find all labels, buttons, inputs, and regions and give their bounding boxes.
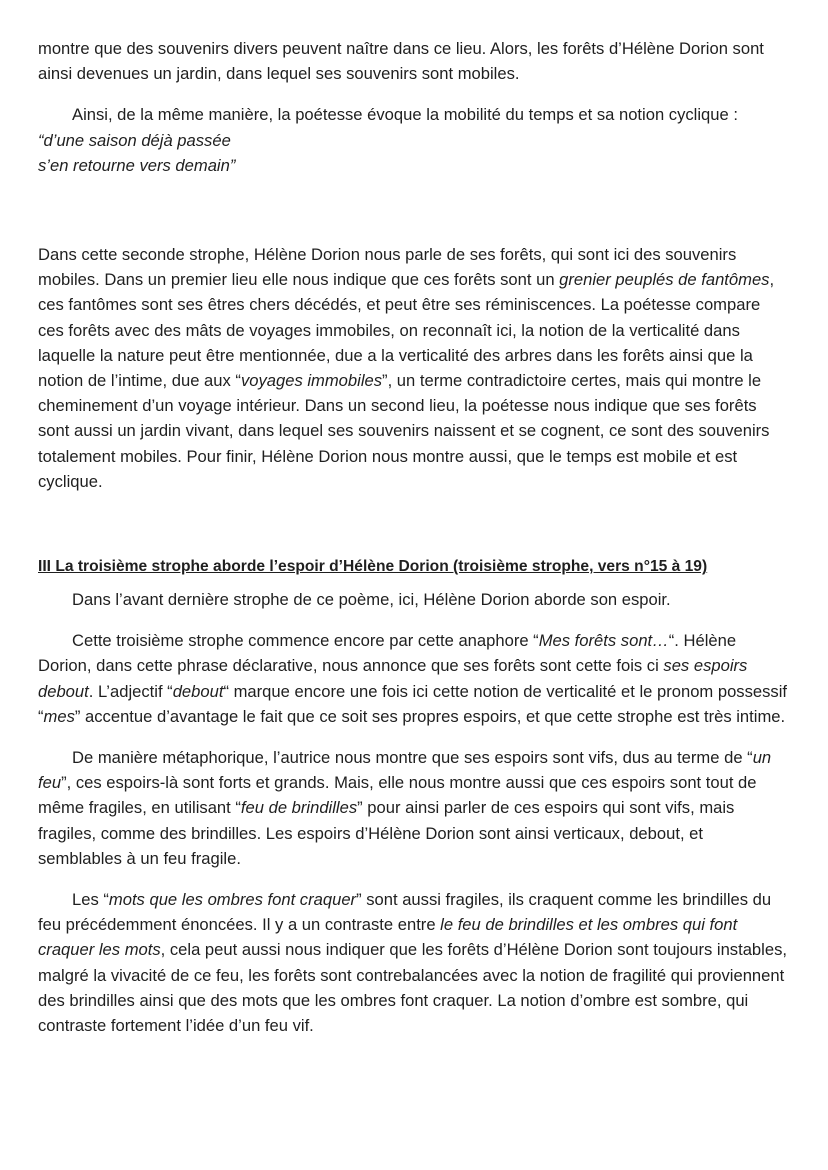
paragraph-7-text: , cela peut aussi nous indiquer que les forêts d’Hélène Dorion sont toujours instables, malgré la vivacité de ce feu, les forêts sont contrebalancées avec la notion de fragilité qui proviennent des brindilles ainsi que des mots que les ombres font craquer. La notion d’ombre est sombre, qui contraste fortement l’idée d’un feu vif. (38, 940, 787, 1036)
paragraph-4: Dans l’avant dernière strophe de ce poème, ici, Hélène Dorion aborde son espoir. (72, 590, 671, 610)
paragraph-7 (38, 887, 788, 1038)
paragraph-5-emphasis: ses espoirs debout (38, 656, 748, 701)
paragraph-6-text: ”, ces espoirs-là sont forts et grands. Mais, elle nous montre aussi que ces espoirs sont tout de même fragiles, en utilisant “ (38, 773, 757, 818)
paragraph-6-text: De manière métaphorique, l’autrice nous montre que ses espoirs sont vifs, dus au terme de “ (72, 748, 753, 768)
paragraph-7-text: ” sont aussi fragiles, ils craquent comme les brindilles du feu précédemment énoncées. Il y a un contraste entre (38, 890, 772, 935)
paragraph-5-text: “. Hélène Dorion, dans cette phrase déclarative, nous annonce que ses forêts sont cette fois ci (38, 631, 737, 676)
paragraph-5-emphasis: Mes forêts sont… (538, 631, 669, 651)
paragraph-3-text: ”, un terme contradictoire certes, mais qui montre le cheminement d’un voyage intérieur. Dans un second lieu, la poétesse nous indique que ses forêts sont aussi un jardin vivant, dans lequel ses souvenirs naissent et se cognent, ce sont des souvenirs totalement mobiles. Pour finir, Hélène Dorion nous montre aussi, que le temps est mobile et est cyclique. (38, 371, 770, 491)
paragraph-7-emphasis: le feu de brindilles et les ombres qui font craquer les mots (38, 915, 738, 960)
paragraph-7-emphasis: mots que les ombres font craquer (108, 890, 357, 910)
paragraph-6-text: ” pour ainsi parler de ces espoirs qui sont vifs, mais fragiles, comme des brindilles. Les espoirs d’Hélène Dorion sont ainsi verticaux, debout, et semblables à un feu fragile. (38, 798, 735, 868)
paragraph-2: Ainsi, de la même manière, la poétesse évoque la mobilité du temps et sa notion cyclique : (72, 105, 738, 125)
paragraph-3-text: , ces fantômes sont ses êtres chers décédés, et peut être ses réminiscences. La poétesse compare ces forêts avec des mâts de voyages immobiles, on reconnaît ici, la notion de la verticalité dans laquelle la nature peut être mentionnée, due a la verticalité des arbres dans les forêts ainsi que la notion de l’intime, due aux “ (38, 270, 775, 391)
paragraph-3 (38, 242, 788, 494)
paragraph-5-emphasis: mes (43, 706, 75, 726)
quote-line-1: “d’une saison déjà passée (38, 130, 231, 150)
paragraph-3-text: Dans cette seconde strophe, Hélène Dorion nous parle de ses forêts, qui sont ici des souvenirs mobiles. Dans un premier lieu elle nous indique que ces forêts sont un (38, 245, 737, 290)
paragraph-5-text: “ marque encore une fois ici cette notion de verticalité et le pronom possessif “ (38, 681, 788, 726)
quote-line-2: s’en retourne vers demain” (38, 155, 236, 175)
paragraph-6-emphasis: feu de brindilles (240, 798, 358, 818)
paragraph-5 (38, 628, 788, 729)
paragraph-3-emphasis: grenier peuplés de fantômes (559, 270, 770, 290)
paragraph-6-emphasis: un feu (38, 748, 772, 793)
paragraph-7-text: Les “ (72, 890, 109, 910)
paragraph-5-emphasis: debout (172, 681, 224, 701)
paragraph-5-text: ” accentue d’avantage le fait que ce soit ses propres espoirs, et que cette strophe est très intime. (74, 706, 786, 726)
paragraph-5-text: Cette troisième strophe commence encore par cette anaphore “ (72, 631, 539, 651)
paragraph-1: montre que des souvenirs divers peuvent naître dans ce lieu. Alors, les forêts d’Hélène Dorion sont ainsi devenues un jardin, dans lequel ses souvenirs sont mobiles. (38, 39, 764, 84)
paragraph-6 (38, 745, 788, 871)
section-title: III La troisième strophe aborde l’espoir d’Hélène Dorion (troisième strophe, vers n°15 à 19) (38, 558, 708, 576)
paragraph-5-text: . L’adjectif “ (88, 681, 173, 701)
paragraph-3-emphasis: voyages immobiles (240, 371, 383, 391)
